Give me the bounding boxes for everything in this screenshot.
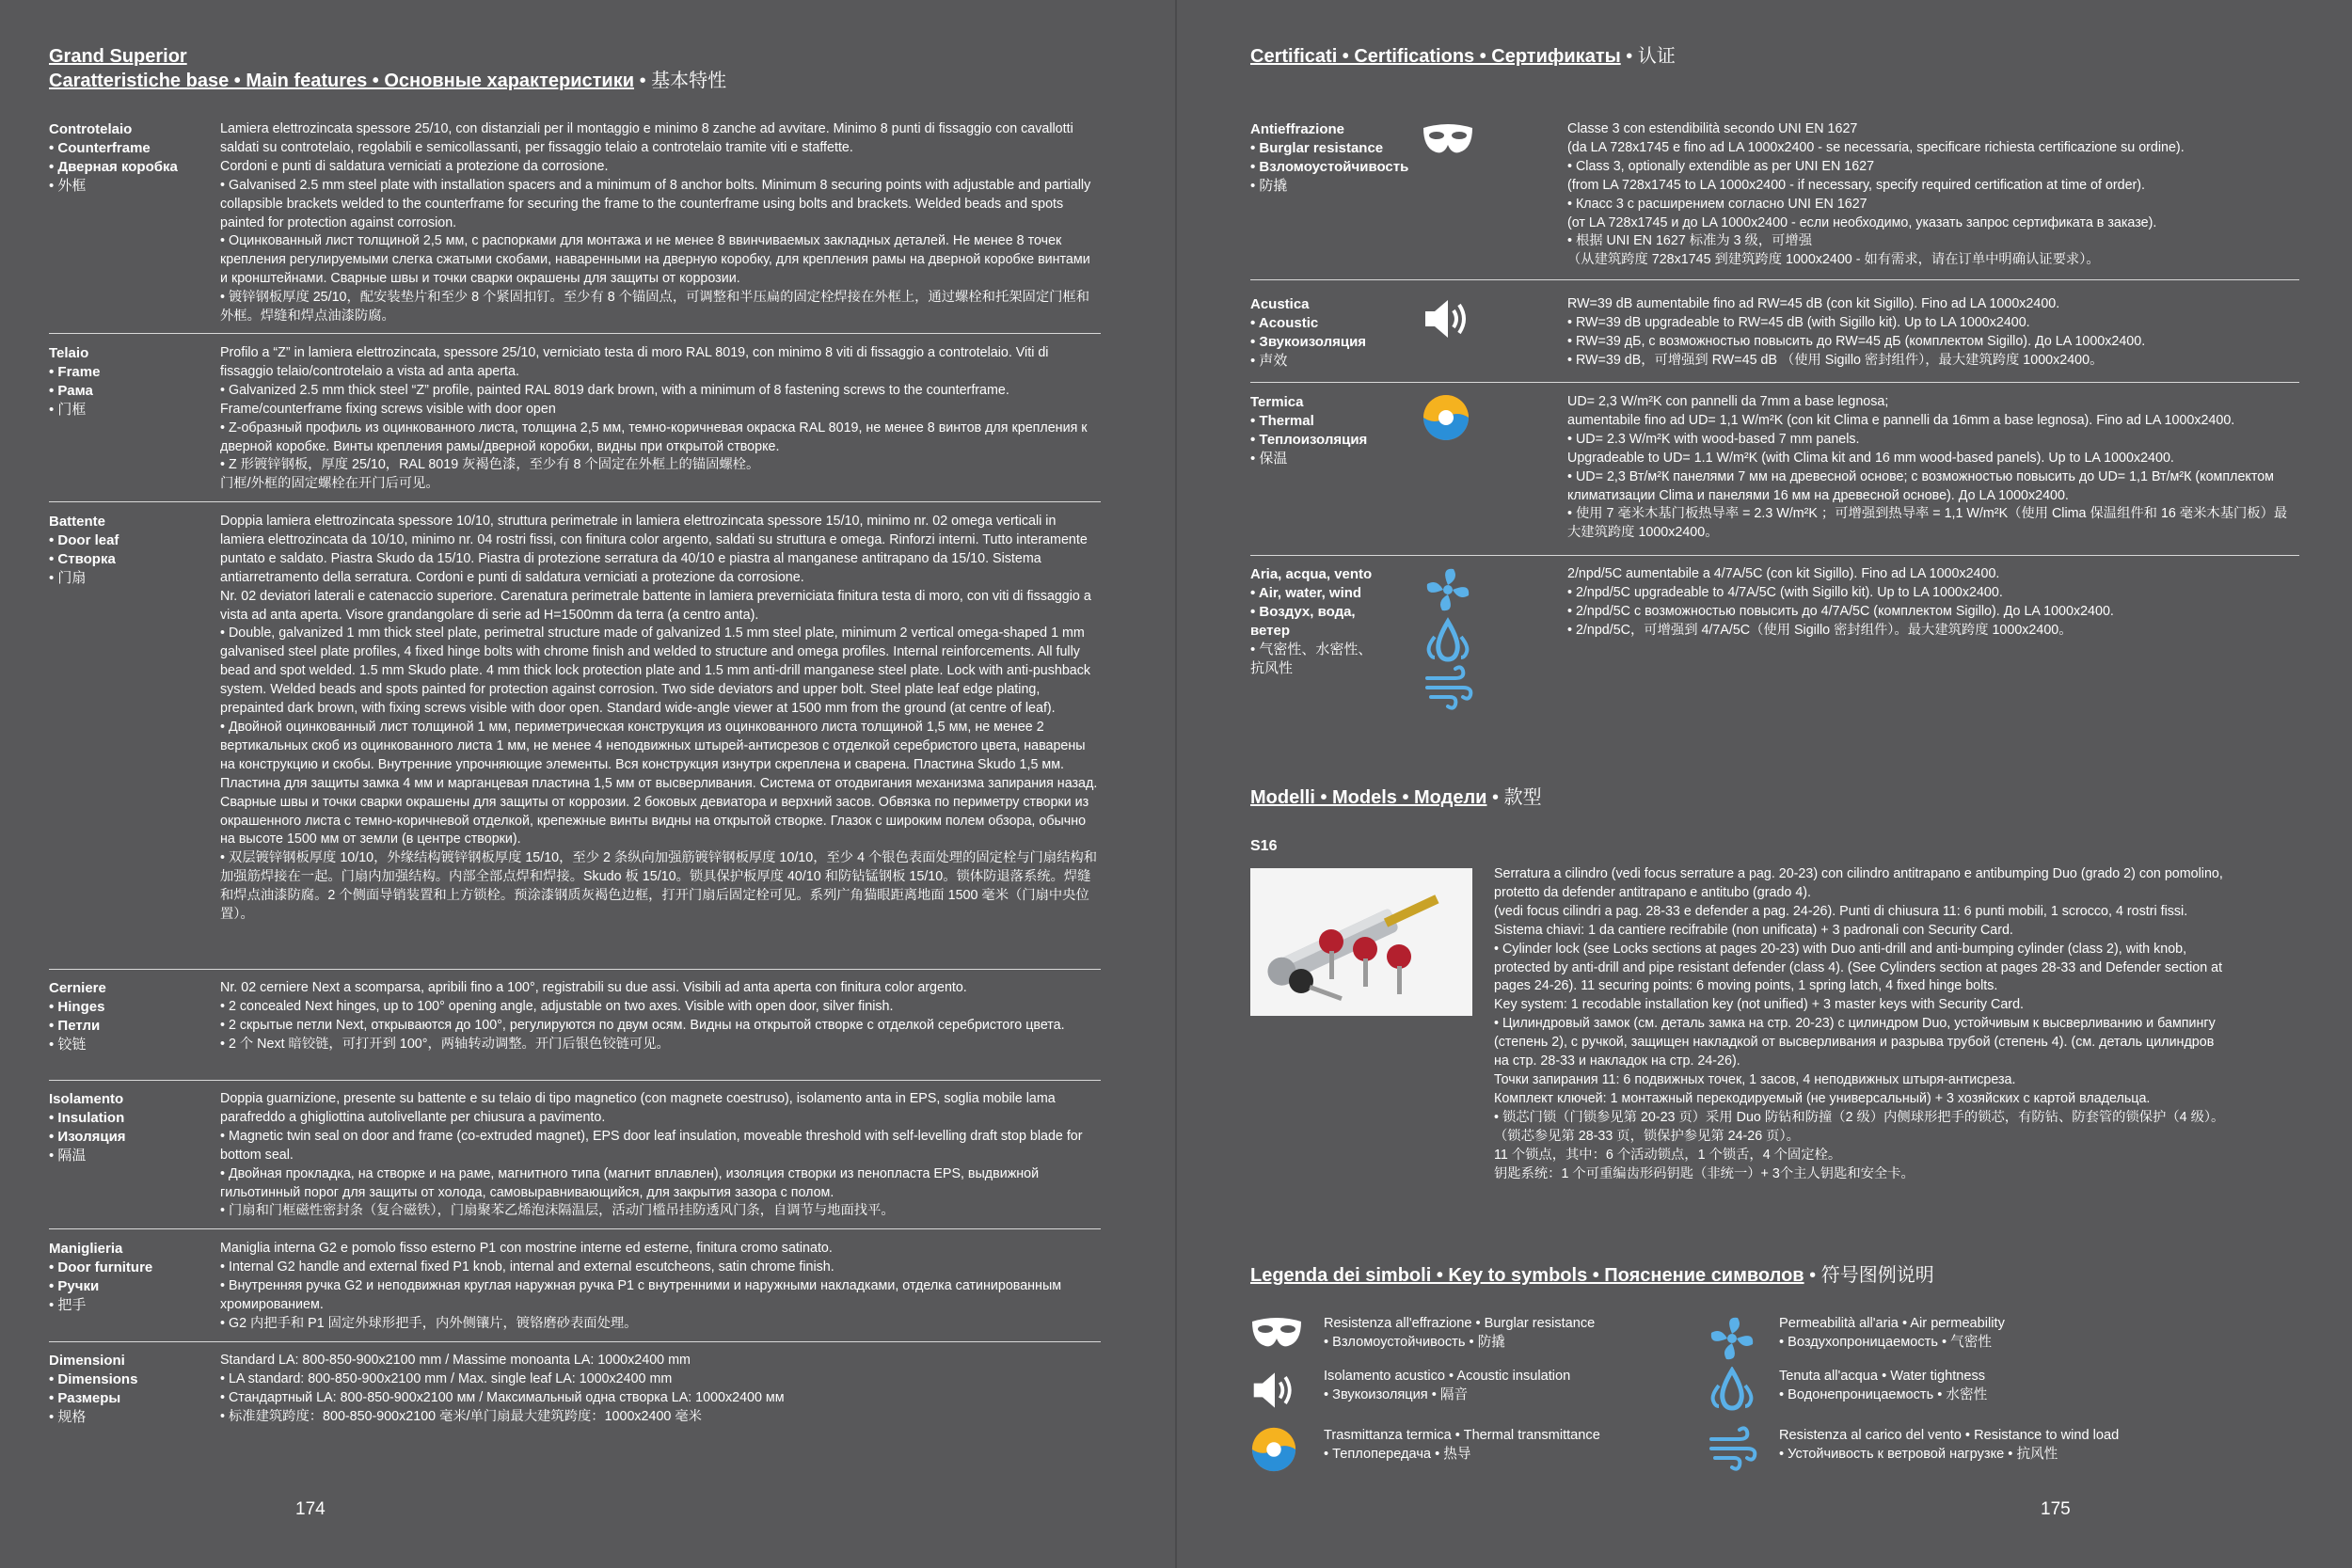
cert-text: RW=39 dB aumentabile fino ad RW=45 dB (con kit Sigillo). Fino ad LA 1000x2400. • RW=39 dB upgradeable to RW=45 dB (with Sigillo kit). Up to LA 1000x2400. • RW=39 дБ, с возможностью повысить до RW=45 дБ (комплектом Sigillo). До LA 1000x2400. • RW=39 dB，可增强到 RW=45 dB （使用 Sigillo 密封组件），最大建筑跨度 1000x2400。 xyxy=(1567,296,2146,368)
feature-text: Doppia guarnizione, presente su battente e su telaio di tipo magnetico (con magnete coestruso), isolamento anta in EPS, soglia mobile lama parafreddo a ghigliottina autolivellante per chiusura a pavimento. • Magnetic twin seal on door and frame (co-extruded magnet), EPS door leaf insulation, moveable threshold with self-levelling draft stop blade for bottom seal. • Двойная прокладка, на створке и на раме, магнитного типа (магнит вплавлен), изоляция створки из пенопласта EPS, выдвижной гильотинный порог для защиты от холода, самовыравнивающийся, для закрытия зазора с полом. • 门扇和门框磁性密封条（复合磁铁），门扇聚苯乙烯泡沫隔温层，活动门槛吊挂防透风门条，自调节与地面找平。 xyxy=(220,1091,1083,1219)
feature-text: Profilo a “Z” in lamiera elettrozincata, spessore 25/10, verniciato testa di moro RAL 8019, con minimo 8 viti di fissaggio a controtelaio. Viti di fissaggio telaio/controtelaio a vista ad anta aperta. • Galvanized 2.5 mm thick steel “Z” profile, painted RAL 8019 dark brown, with a minimum of 8 fastening screws to the counterframe. Frame/counterframe fixing screws visible with door open • Z-образный профиль из оцинкованного листа, толщина 2,5 мм, темно-коричневая окраска RAL 8019, не менее 8 винтов для крепления к дверной коробке. Винты крепления рамы/дверной коробки, видны при открытой створке. • Z 形镀锌钢板，厚度 25/10，RAL 8019 灰褐色漆，至少有 8 个固定在外框上的锚固螺栓。 门框/外框的固定螺栓在开门后可见。 xyxy=(220,345,1088,492)
divider xyxy=(49,1080,1101,1081)
cert-label: Aria, acqua, vento • Air, water, wind • Воздух, вода, ветер • 气密性、水密性、抗风性 xyxy=(1250,566,1373,676)
models-title-suffix: • 款型 xyxy=(1486,787,1542,808)
divider xyxy=(49,501,1101,502)
lock-cylinder-image xyxy=(1250,868,1472,1016)
models-title-underlined: Modelli • Models • Модели xyxy=(1250,787,1487,808)
legend-item-water xyxy=(1706,1367,2148,1419)
cert-label: Antieffrazione • Burglar resistance • Взломоустойчивость • 防撬 xyxy=(1250,121,1409,194)
page-number-left: 174 xyxy=(295,1499,326,1519)
main-features-title-underlined: Caratteristiche base • Main features • Основные характеристики xyxy=(49,71,635,91)
feature-label: Isolamento • Insulation • Изоляция • 隔温 xyxy=(49,1091,126,1164)
legend-item-acoustic xyxy=(1250,1367,1692,1419)
mask-icon xyxy=(1422,120,1474,173)
cert-text: UD= 2,3 W/m²K con pannelli da 7mm a base legnosa; aumentabile fino ad UD= 1,1 W/m²K (con kit Clima e pannelli da 16mm a base legnosa). Fino ad LA 1000x2400. • UD= 2.3 W/m²K with wood-based 7 mm panels. Upgradeable to UD= 1.1 W/m²K (with Clima kit and 16 mm wood-based panels). Up to LA 1000x2400. • UD= 2,3 Вт/м²К панелями 7 мм на древесной основе; с возможностью повысить до UD= 1,1 Вт/м²К (комплектом климатизации Clima и панелями 16 мм на древесной основе). До LA 1000x2400. • 使用 7 毫米木基门板热导率 = 2.3 W/m²K ；可增强到热导率 = 1,1 W/m²K（使用 Clima 保温组件和 16 毫米木基门板）最大建筑跨度 1000x2400。 xyxy=(1567,394,2288,541)
mask-icon xyxy=(1250,1314,1297,1361)
legend-item-burglar xyxy=(1250,1314,1692,1367)
models-title xyxy=(1250,786,1542,810)
main-features-title-suffix: • 基本特性 xyxy=(634,71,727,91)
divider xyxy=(1250,555,2299,556)
speaker-icon xyxy=(1422,295,1474,348)
legend-title-underlined: Legenda dei simboli • Key to symbols • Пояснение символов xyxy=(1250,1265,1804,1286)
wind-icon xyxy=(1706,1426,1753,1473)
model-name: S16 xyxy=(1250,838,1278,854)
left-page xyxy=(0,0,1175,1568)
feature-label: Dimensioni • Dimensions • Размеры • 规格 xyxy=(49,1353,138,1425)
thermal-icon xyxy=(1250,1426,1297,1473)
legend-title-suffix: • 符号图例说明 xyxy=(1804,1265,1934,1286)
legend-item-air xyxy=(1706,1314,2148,1367)
legend-text: Tenuta all'acqua • Water tightness • Водонепроницаемость • 水密性 xyxy=(1779,1369,1988,1402)
product-title: Grand Superior xyxy=(49,46,187,67)
legend-item-thermal xyxy=(1250,1426,1692,1479)
feature-text: Lamiera elettrozincata spessore 25/10, con distanziali per il montaggio e minimo 8 zanche ad avvitare. Minimo 8 punti di fissaggio con cavallotti saldati su controtelaio, regolabili e semicollassanti, per fissaggio telaio a controtelaio tramite viti e staffette. Cordoni e punti di saldatura verniciati a protezione da corrosione. • Galvanised 2.5 mm steel plate with installation spacers and a minimum of 8 anchor bolts. Minimum 8 securing points with adjustable and partially collapsible brackets welded to the counterframe for securing the frame to the counterframe using bolts and brackets. Welded beads and spots painted for protection against corrosion. • Оцинкованный лист толщиной 2,5 мм, с распорками для монтажа и не менее 8 ввинчиваемых закладных деталей. Не менее 8 точек крепления регулируемыми слегка сжатыми скобами, наваренными на дверную коробку, для крепления рамы на дверной коробке винтами и кронштейнами. Сварные швы и точки сварки окрашены для защиты от коррозии. • 镀锌钢板厚度 25/10，配安装垫片和至少 8 个紧固扣钉。至少有 8 个锚固点，可调整和半压扁的固定栓焊接在外框上，通过螺栓和托架固定门框和外框。焊缝和焊点油漆防腐。 xyxy=(220,121,1091,325)
divider xyxy=(1250,279,2299,280)
air-icon xyxy=(1706,1314,1753,1361)
feature-label: Cerniere • Hinges • Петли • 铰链 xyxy=(49,980,106,1053)
feature-text: Nr. 02 cerniere Next a scomparsa, apribili fino a 100°, registrabili su due assi. Visibili ad anta aperta con finitura color argento. • 2 concealed Next hinges, up to 100° opening angle, adjustable on two axes. Visible with open door, silver finish. • 2 скрытые петли Next, открываются до 100°, регулируются по двум осям. Видны на открытой створке с отделкой серебристого цвета. • 2 个 Next 暗铰链，可打开到 100°，两轴转动调整。开门后银色铰链可见。 xyxy=(220,980,1065,1052)
air-water-wind-icon xyxy=(1422,565,1474,716)
main-features-title xyxy=(49,69,726,94)
legend-text: Permeabilità all'aria • Air permeability • Воздухопроницаемость • 气密性 xyxy=(1779,1316,2005,1350)
left-header xyxy=(49,45,726,94)
certifications-title-underlined: Certificati • Certifications • Сертификаты xyxy=(1250,46,1621,67)
feature-text: Standard LA: 800-850-900x2100 mm / Massime monoanta LA: 1000x2400 mm • LA standard: 800-850-900x2100 mm / Max. single leaf LA: 1000x2400 mm • Стандартный LA: 800-850-900x2100 мм / Максимальный одна створка LA: 1000x2400 мм • 标准建筑跨度：800-850-900x2100 毫米/单门扇最大建筑跨度：1000x2400 毫米 xyxy=(220,1353,785,1424)
cert-text: 2/npd/5C aumentabile a 4/7A/5C (con kit Sigillo). Fino ad LA 1000x2400. • 2/npd/5C upgradeable to 4/7A/5C (with Sigillo kit). Up to LA 1000x2400. • 2/npd/5C с возможностью повысить до 4/7A/5C (комплектом Sigillo). До LA 1000x2400. • 2/npd/5C，可增强到 4/7A/5C（使用 Sigillo 密封组件）。最大建筑跨度 1000x2400。 xyxy=(1567,566,2114,638)
water-icon xyxy=(1706,1367,1753,1414)
feature-text: Maniglia interna G2 e pomolo fisso esterno P1 con mostrine interne ed esterne, finitura cromo satinato. • Internal G2 handle and external fixed P1 knob, internal and external escutcheons, satin chrome finish. • Внутренняя ручка G2 и неподвижная круглая наружная ручка P1 с внутренними и наружными накладками, отделка сатинированным хромированием. • G2 内把手和 P1 固定外球形把手，内外侧镶片，镀铬磨砂表面处理。 xyxy=(220,1241,1062,1331)
certifications-title-suffix: • 认证 xyxy=(1620,46,1676,67)
page-number-right: 175 xyxy=(2041,1499,2071,1519)
divider xyxy=(49,969,1101,970)
legend-title xyxy=(1250,1264,1934,1288)
divider xyxy=(1250,382,2299,383)
divider xyxy=(49,333,1101,334)
cert-label: Termica • Thermal • Теплоизоляция • 保温 xyxy=(1250,394,1368,467)
divider xyxy=(49,1341,1101,1342)
cert-text: Classe 3 con estendibilità secondo UNI EN 1627 (da LA 728x1745 e fino ad LA 1000x2400 - se necessaria, specificare richiesta certificazione su ordine). • Class 3, optionally extendible as per UNI EN 1627 (from LA 728x1745 to LA 1000x2400 - if necessary, specify required certification at time of order). • Класс 3 с расширением согласно UNI EN 1627 (от LA 728x1745 и до LA 1000x2400 - если необходимо, указать запрос сертификата в заказе). • 根据 UNI EN 1627 标准为 3 级，可增强 （从建筑跨度 728x1745 到建筑跨度 1000x2400 - 如有需求，请在订单中明确认证要求）。 xyxy=(1567,121,2185,268)
feature-text: Doppia lamiera elettrozincata spessore 10/10, struttura perimetrale in lamiera elettrozincata spessore 15/10, minimo nr. 02 omega verticali in lamiera elettrozincata da 10/10, minimo nr. 04 rostri fissi, con finitura color argento, saldati su struttura e omega. Rinforzi interni. Tutto interamente puntato e saldato. Piastra Skudo da 15/10. Piastra di protezione serratura da 40/10 e piastra al manganese antitrapano da 15/10. Sistema antiarretramento della serratura. Cordoni e punti di saldatura verniciati a protezione da corrosione. Nr. 02 deviatori laterali e catenaccio superiore. Carenatura perimetrale battente in lamiera preverniciata finitura testa di moro, con viti di fissaggio a vista ad anta aperta. Visore grandangolare di serie ad H=1500mm da terra (a centro anta). • Double, galvanized 1 mm thick steel plate, perimetral structure made of galvanized 1.5 mm steel plate, minimum 2 vertical omega-shaped 1 mm galvanised steel plate profiles, 4 fixed hinge bolts with chrome finish and welded to structure and omega profiles. Internal reinforcements. All fully bead and spot welded. 1.5 mm Skudo plate. 4 mm thick lock protection plate and 1.5 mm anti-drill manganese steel plate. Lock with anti-pushback system. Welded beads and spots painted for protection against corrosion. Two side deviators and upper bolt. Steel plate leaf edge plating, prepainted dark brown, with fixing screws visible with door open. Standard wide-angle viewer at 1500 mm from the ground (at centre of leaf). • Двойной оцинкованный лист толщиной 1 мм, периметрическая конструкция из оцинкованного листа толщиной 1,5 мм, не менее 2 вертикальных скоб из оцинкованного листа 1 мм, не менее 4 неподвижных штырей-антисрезов с отделкой серебристого цвета, наварены на конструкцию и скобы. Внутренние упрочняющие элементы. Вся конструкция изнутри скреплена и сварена. Пластина Skudo 1,5 мм. Пластина для защиты замка 4 мм и марганцевая пластина 1,5 мм от высверливания. Система от отодвигания механизма запирания назад. Сварные швы и точки сварки окрашены для защиты от коррозии. 2 боковых девиатора и верхний засов. Обвязка по периметру створки из окрашенного листа с темно-коричневой отделкой, крепежные винты видны на открытой створке. Глазок с широким полем обзора, обычно на высоте 1500 мм от земли (в центре створки). • 双层镀锌钢板厚度 10/10，外缘结构镀锌钢板厚度 15/10，至少 2 条纵向加强筋镀锌钢板厚度 10/10，至少 4 个银色表面处理的固定栓与门扇结构和加强筋焊接在一起。门扇内加强结构。内部全部点焊和焊接。Skudo 板 15/10。锁具保护板厚度 40/10 和防钻锰钢板 15/10。锁体防退落系统。焊缝和焊点油漆防腐。2 个侧面导销装置和上方锁栓。预涂漆钢质灰褐色边框，打开门扇后固定栓可见。系列广角猫眼距离地面 1500 毫米（门扇中央位置）。 xyxy=(220,514,1098,923)
legend-text: Isolamento acustico • Acoustic insulation • Звукоизоляция • 隔音 xyxy=(1324,1369,1571,1402)
certifications-title xyxy=(1250,45,1676,69)
model-description: Serratura a cilindro (vedi focus serrature a pag. 20-23) con cilindro antitrapano e antibumping Duo (grado 2) con pomolino, protetto da defender antitrapano e antitubo (grado 4). (vedi focus cilindri a pag. 28-33 e defender a pag. 24-26). Punti di chiusura 11: 6 punti mobili, 1 scrocco, 4 rostri fissi. Sistema chiavi: 1 da cantiere recifrabile (non unificata) + 3 padronali con Security Card. • Cylinder lock (see Locks sections at pages 20-23) with Duo anti-drill and anti-bumping cylinder (class 2), with knob, protected by anti-drill and pipe resistant defender (class 4). (See Cylinders section at pages 28-33 and Defender section at pages 24-26). 11 securing points: 6 moving points, 1 spring latch, 4 fixed hinge bolts. Key system: 1 recodable installation key (not unified) + 3 master keys with Security Card. • Цилиндровый замок (см. деталь замка на стр. 20-23) с цилиндром Duo, устойчивым к высверливанию и бампингу (степень 2), с ручкой, защищен накладкой от высверливания и разрыва трубой (степень 4). (см. деталь цилиндров на стр. 28-33 и накладок на стр. 24-26). Точки запирания 11: 6 подвижных точек, 1 засов, 4 неподвижных штыря-антисреза. Комплект ключей: 1 монтажный перекодируемый (не универсальный) + 3 хозяйских с картой владельца. • 锁芯门锁（门锁参见第 20-23 页）采用 Duo 防钻和防撞（2 级）内侧球形把手的锁芯，有防钻、防套管的锁保护（4 级）。（锁芯参见第 28-33 页，锁保护参见第 24-26 页）。 11 个锁点，其中：6 个活动锁点，1 个锁舌，4 个固定栓。 钥匙系统：1 个可重编齿形码钥匙（非统一）+ 3个主人钥匙和安全卡。 xyxy=(1494,866,2225,1181)
feature-label: Telaio • Frame • Рама • 门框 xyxy=(49,345,101,418)
divider xyxy=(49,1228,1101,1229)
feature-label: Controtelaio • Counterframe • Дверная коробка • 外框 xyxy=(49,121,178,194)
legend-item-wind xyxy=(1706,1426,2148,1479)
legend-text: Resistenza al carico del vento • Resistance to wind load • Устойчивость к ветровой нагрузке • 抗风性 xyxy=(1779,1428,2120,1462)
cert-label: Acustica • Acoustic • Звукоизоляция • 声效 xyxy=(1250,296,1367,369)
feature-label: Battente • Door leaf • Створка • 门扇 xyxy=(49,514,119,586)
right-page xyxy=(1177,0,2352,1568)
feature-label: Maniglieria • Door furniture • Ручки • 把手 xyxy=(49,1241,153,1313)
speaker-icon xyxy=(1250,1367,1297,1414)
thermal-icon xyxy=(1422,393,1474,446)
legend-text: Trasmittanza termica • Thermal transmittance • Теплопередача • 热导 xyxy=(1324,1428,1600,1462)
legend-text: Resistenza all'effrazione • Burglar resistance • Взломоустойчивость • 防撬 xyxy=(1324,1316,1596,1350)
